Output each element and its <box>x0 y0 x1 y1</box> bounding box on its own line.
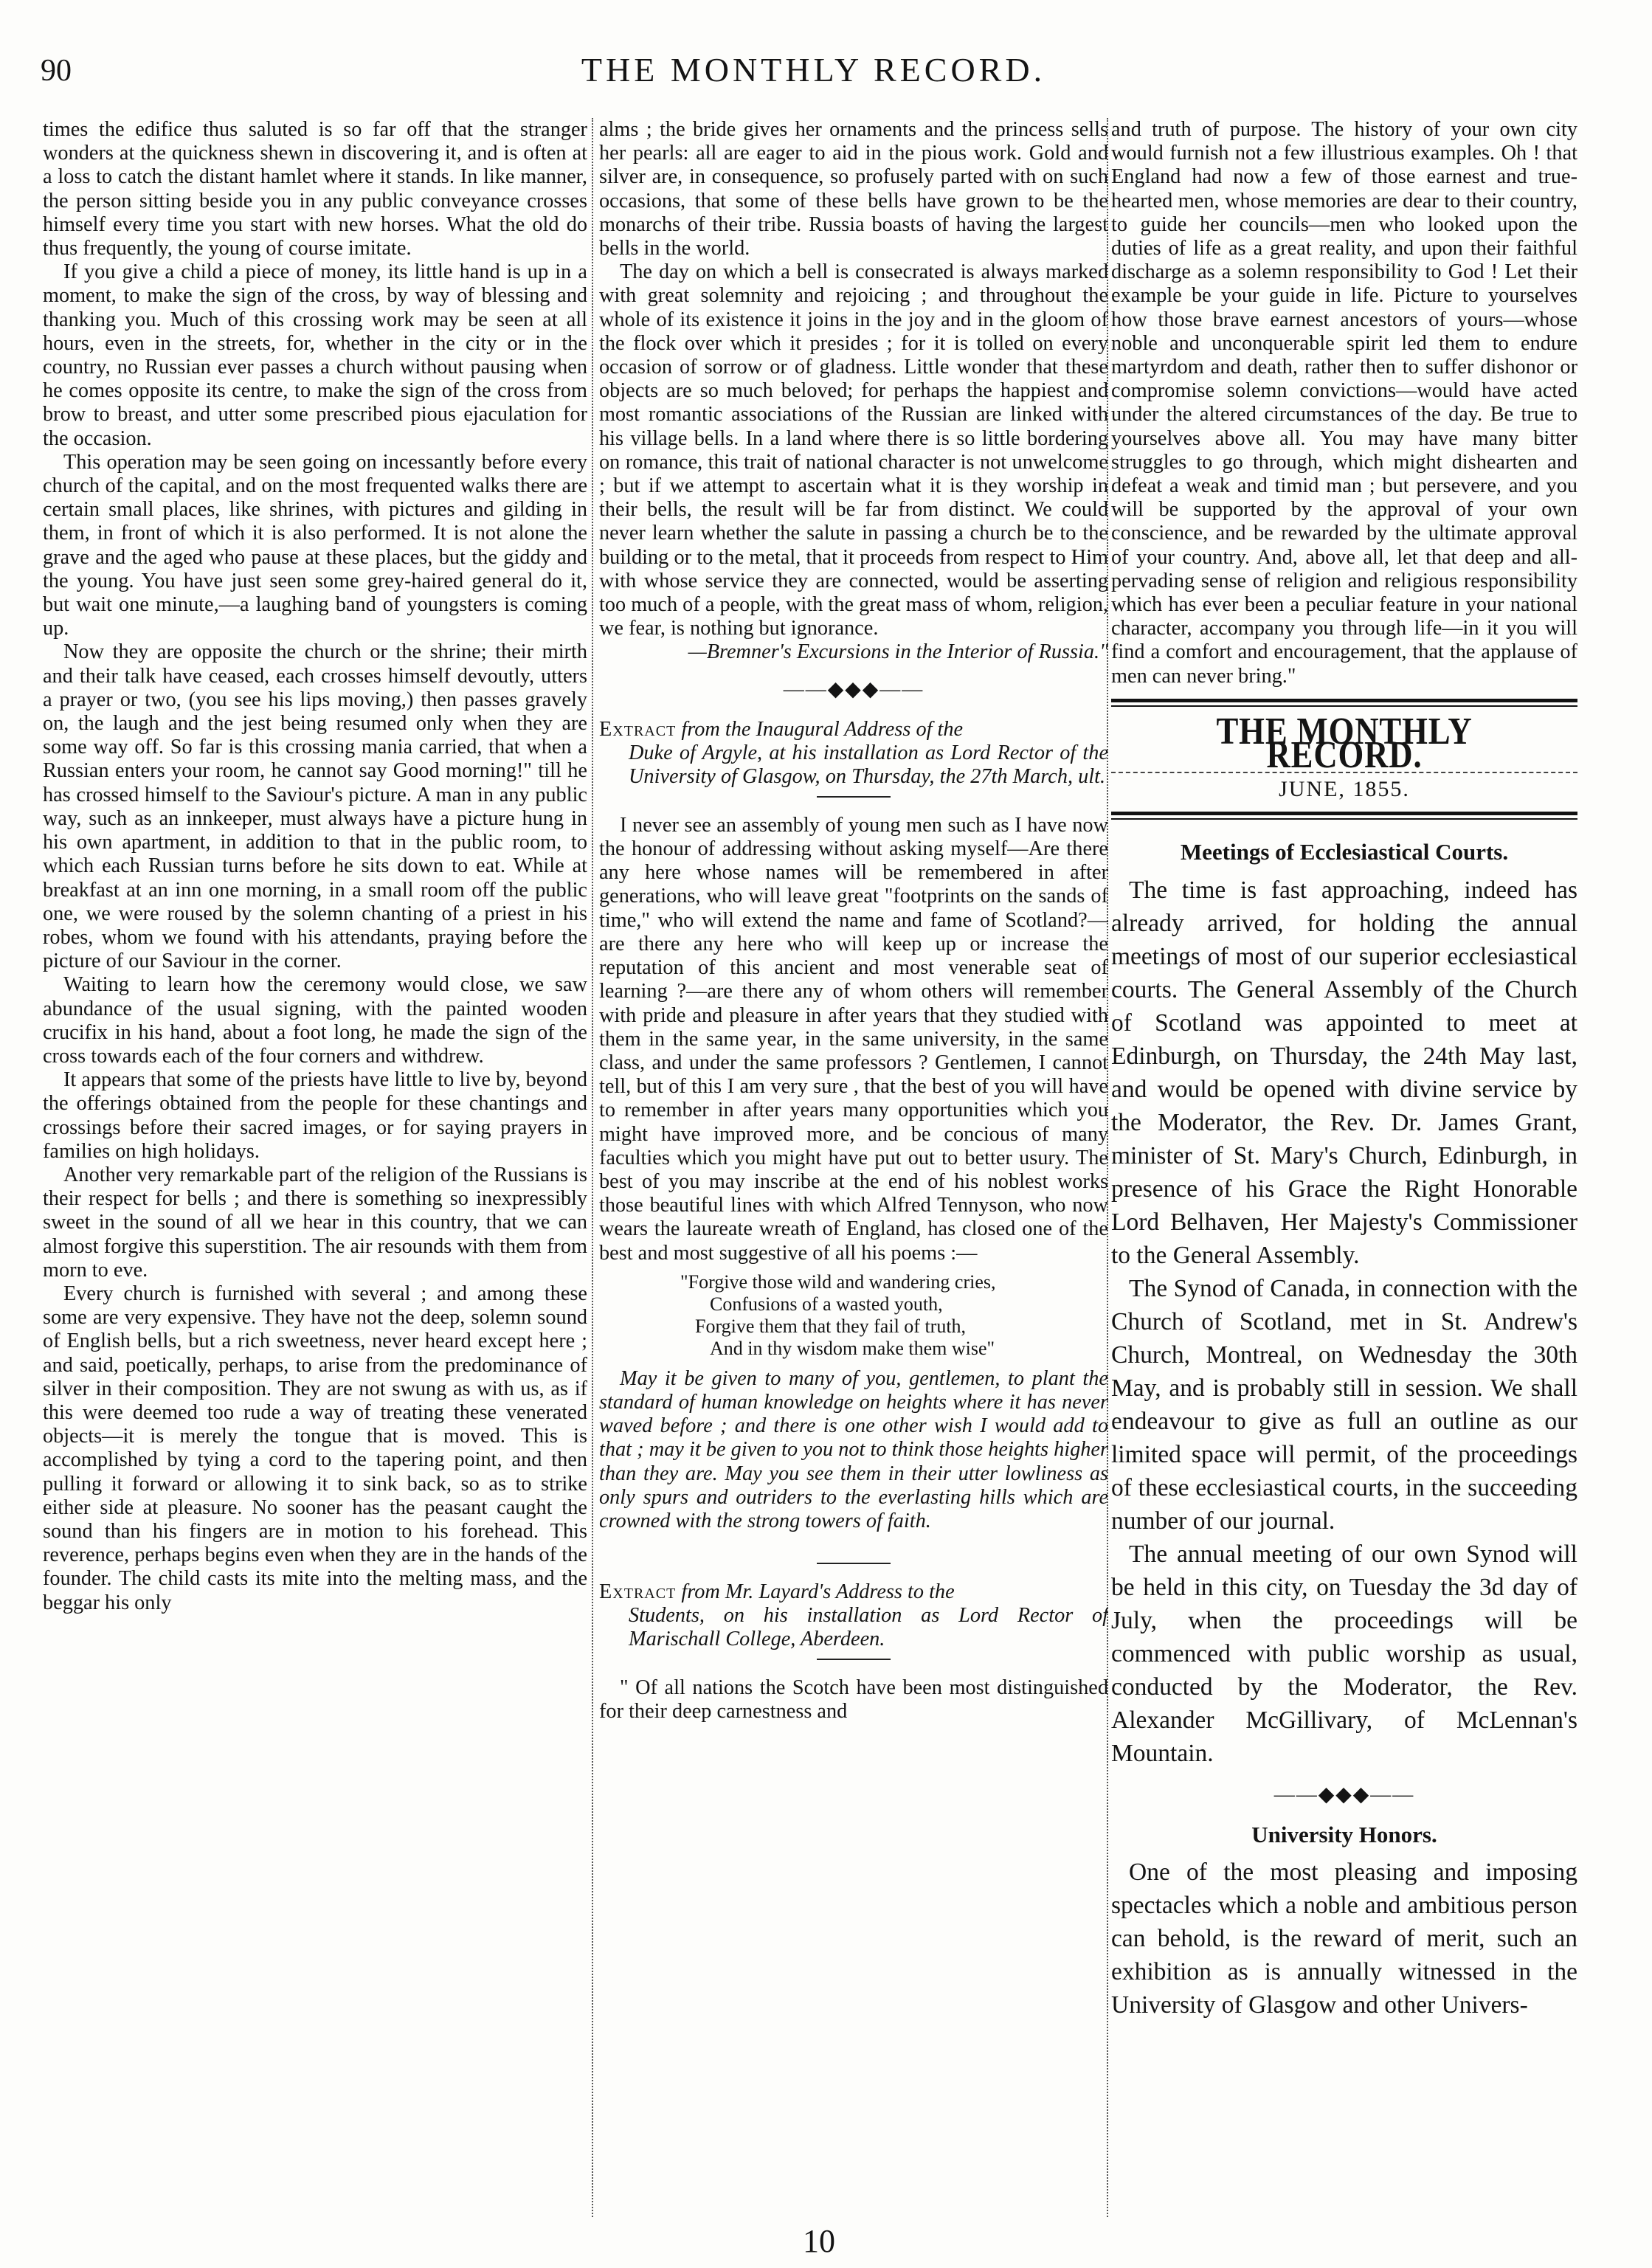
extract-title-text: from the Inaugural Address of the <box>681 717 964 741</box>
poem-line: Forgive them that they fail of truth, <box>695 1315 967 1337</box>
university-honors-article <box>1111 1856 1577 2022</box>
extract-heading-argyle <box>599 718 1108 789</box>
extract-label: Extract <box>599 1580 677 1604</box>
paragraph: Every church is furnished with several ; and among these some are very expensive. They have not the deep, solemn sound of English bells, but a rich sweetness, never heard except here ; and said, poetically, perhaps, to arise from the predominance of silver in their composition. They are not swung as with us, as if this were deemed too rude a way of treating these venerated objects—it is merely the tongue that is moved. This is accomplished by tying a cord to the tapering point, and then pulling it forward or allowing it to sink back, so as to strike either side at pleasure. No sooner has the peasant caught the sound than his fingers are in motion to his forehead. This reverence, perhaps begins even when they are in the hands of the founder. The child casts its mite into the melting mass, and the beggar his only <box>43 1282 587 1614</box>
page-header <box>41 46 1586 97</box>
section-heading-university-honors: University Honors. <box>1251 1821 1437 1847</box>
column-rule <box>592 118 593 2217</box>
section-heading-ecclesiastical-courts: Meetings of Ecclesiastical Courts. <box>1180 839 1509 865</box>
ornament-divider: ——◆◆◆—— <box>783 677 925 701</box>
poem-quote <box>599 1271 1108 1360</box>
ornament-divider: ——◆◆◆—— <box>1273 1783 1415 1806</box>
paragraph: One of the most pleasing and imposing spectacles which a noble and ambitious person can behold, is the reward of merit, such an exhibition as is annually witnessed in the University of Glasgow and other Univers- <box>1111 1859 1577 2019</box>
paragraph: If you give a child a piece of money, its little hand is up in a moment, to make the sign of the cross, by way of blessing and thanking you. Much of this crossing work may be seen at all hours, even in the streets, for, whether in the city or in the country, no Russian ever passes a church without pausing when he comes opposite its centre, to make the sign of the cross from brow to breast, and utter some prescribed pious ejaculation for the occasion. <box>43 260 587 450</box>
paragraph: and truth of purpose. The history of your own city would furnish not a few illustrious examples. Oh ! that England had now a few of those earnest and true-hearted men, whose memories are dear to their country, to guide her councils—men who looked upon the duties of life as a great reality, and upon their faithful discharge as a solemn responsibility to God ! Let their example be your guide in life. Picture to yourselves how those brave earnest ancestors of yours—whose noble and unconquerable spirit led them to endure martyrdom and death, rather then to suffer dishonor or compromise solemn convictions—would have acted under the altered circumstances of the day. Be true to yourselves above all. You may have many bitter struggles to go through, which might dishearten and defeat a weak and timid man ; but persevere, and you will be supported by the approval of your own conscience, and be rewarded by the ultimate approval of your country. And, above all, let that deep and all-pervading sense of religion and religious responsibility which has ever been a peculiar feature in your national character, accompany you through life—in it you will find a comfort and encouragement, that the applause of men can never bring." <box>1111 118 1577 688</box>
source-citation: —Bremner's Excursions in the Interior of Russia." <box>688 640 1108 664</box>
signature-mark: 10 <box>803 2223 835 2259</box>
page-number: 90 <box>41 54 72 88</box>
paragraph: Waiting to learn how the ceremony would close, we saw abundance of the usual signing, with the painted wooden crucifix in his hand, about a foot long, he made the sign of the cross towards each of the four corners and withdrew. <box>43 973 587 1068</box>
paragraph: It appears that some of the priests have little to live by, beyond the offerings obtained from the people for these chantings and crossings before their sacred images, or for saying prayers in families on high holidays. <box>43 1068 587 1163</box>
paragraph: The Synod of Canada, in connection with the Church of Scotland, met in St. Andrew's Church, Montreal, on Wednesday the 30th May, and is probably still in session. We shall endeavour to give as full an outline as our limited space will permit, of the proceedings of these ecclesiastical courts, in the succeeding number of our journal. <box>1111 1274 1577 1535</box>
paragraph: This operation may be seen going on incessantly before every church of the capital, and on the most frequented walks there are certain small places, like shrines, with pictures and gilding in them, in front of which it is also performed. It is not alone the grave and the aged who pause at these places, but the giddy and the young. You have just seen some grey-haired general do it, but wait one minute,—a laughing band of youngsters is coming up. <box>43 450 587 640</box>
extract-title-continued: Duke of Argyle, at his installation as Lord Rector of the University of Glasgow, on Thursday, the 27th March, ult. <box>629 741 1108 788</box>
paragraph: I never see an assembly of young men such as I have now the honour of addressing without asking myself—Are there any here whose names will be remembered in after generations, who will leave great "footprints on the sands of time," who will extend the name and fame of Scotland?—are there any here who will keep up or increase the reputation of this ancient and most venerable seat of learning ?—are there any of whom others will remember with pride and pleasure in after years that they studied with them in the same year, in the same university, in the same class, and under the same professors ? Gentlemen, I cannot tell, but of this I am very sure , that the best of you will have to remember in after years many opportunities which you might have improved more, and be concious of many faculties which you might have put out to better usury. The best of you may inscribe at the end of his noblest works those beautiful lines with which Alfred Tennyson, who now wears the laureate wreath of England, has closed one of the best and most suggestive of all his poems :— <box>599 813 1108 1265</box>
paragraph: The time is fast approaching, indeed has already arrived, for holding the annual meetings of most of our superior ecclesiastical courts. The General Assembly of the Church of Scotland was appointed to meet at Edinburgh, on Thursday, the 24th May last, and would be opened with divine service by the Moderator, the Rev. Dr. James Grant, minister of St. Mary's Church, Edinburgh, in presence of his Grace the Right Honorable Lord Belhaven, Her Majesty's Commissioner to the General Assembly. <box>1111 876 1577 1269</box>
extract-title-text: from Mr. Layard's Address to the <box>681 1580 955 1604</box>
short-rule <box>817 1563 891 1564</box>
masthead-date: JUNE, 1855. <box>1279 777 1410 802</box>
extract-label: Extract <box>599 717 677 741</box>
poem-line: "Forgive those wild and wandering cries, <box>680 1270 996 1293</box>
poem-line: Confusions of a wasted youth, <box>710 1293 943 1315</box>
column-1 <box>43 118 587 2217</box>
poem-line: And in thy wisdom make them wise" <box>710 1337 995 1359</box>
masthead-title: THE MONTHLY RECORD. <box>1216 710 1473 777</box>
short-rule <box>817 1659 891 1660</box>
ecclesiastical-courts-article <box>1111 874 1577 1770</box>
extract-title-continued: Students, on his installation as Lord Rector of Marischall College, Aberdeen. <box>629 1604 1108 1651</box>
paragraph: alms ; the bride gives her ornaments and the princess sells her pearls: all are eager to aid in the pious work. Gold and silver are, in consequence, so profusely parted with on such occasions, that some of these bells have grown to be the monarchs of their tribe. Russia boasts of having the largest bells in the world. <box>599 118 1108 260</box>
paragraph: times the edifice thus saluted is so far off that the stranger wonders at the quickness shewn in discovering it, and is often at a loss to catch the distant hamlet where it stands. In like manner, the person sitting beside you in any public conveyance crosses himself every time you start with new horses. What the old do thus frequently, the young of course imitate. <box>43 118 587 260</box>
column-2 <box>599 118 1108 2217</box>
running-title: THE MONTHLY RECORD. <box>581 51 1046 89</box>
column-3 <box>1111 118 1577 2217</box>
paragraph: Now they are opposite the church or the shrine; their mirth and their talk have ceased, each crosses himself devoutly, utters a prayer or two, (you see his lips moving,) then passes gravely on, the laugh and the jest being resumed only when they are some way off. So far is this crossing mania carried, that when a Russian enters your room, he cannot say Good morning!" till he has crossed himself to the Saviour's picture. A man in any public way, such as an innkeeper, must always have a picture hung in his own apartment, in addition to that in the public room, to which each Russian turns before he sits down to eat. While at breakfast at an inn one morning, in a small room off the public one, we were roused by the solemn chanting of a priest in his robes, whom we found with his attendants, praying before the picture of our Saviour in the corner. <box>43 640 587 973</box>
paragraph: The annual meeting of our own Synod will be held in this city, on Tuesday the 3d day of July, when the proceedings will be commenced with public worship as usual, conducted by the Moderator, the Rev. Alexander McGillivary, of McLennan's Mountain. <box>1111 1540 1577 1767</box>
paragraph: May it be given to many of you, gentlemen, to plant the standard of human knowledge on heights where it has never waved before ; and there is one other wish I would add to that ; may it be given to you not to think those heights higher than they are. May you see them in their utter lowliness as only spurs and outriders to the everlasting hills which are crowned with the strong towers of faith. <box>599 1366 1108 1532</box>
extract-heading-layard <box>599 1580 1108 1651</box>
paragraph: Another very remarkable part of the religion of the Russians is their respect for bells ; and there is something so inexpressibly sweet in the sound of all we hear in this country, that we can almost forgive this superstition. The air resounds with them from morn to eve. <box>43 1163 587 1282</box>
double-rule <box>1111 812 1577 820</box>
short-rule <box>817 796 891 798</box>
paragraph: " Of all nations the Scotch have been most distinguished for their deep carnestness and <box>599 1676 1108 1724</box>
double-rule <box>1111 699 1577 707</box>
paragraph: The day on which a bell is consecrated is always marked with great solemnity and rejoicing ; and throughout the whole of its existence it joins in the joy and in the gloom of the flock over which it presides ; for it is tolled on every occasion of sorrow or of gladness. Little wonder that these objects are so much beloved; for perhaps the happiest and most romantic associations of the Russian are linked with his village bells. In a land where there is so little bordering on romance, this trait of national character is not unwelcome ; but if we attempt to ascertain what it is they worship in their bells, the result will be far from distinct. We could never learn whether the salute in passing a church be to the building or to the metal, that it proceeds from respect to Him with whose service they are connected, would be asserting too much of a people, with the great mass of whom, religion, we fear, is nothing but ignorance. <box>599 260 1108 640</box>
